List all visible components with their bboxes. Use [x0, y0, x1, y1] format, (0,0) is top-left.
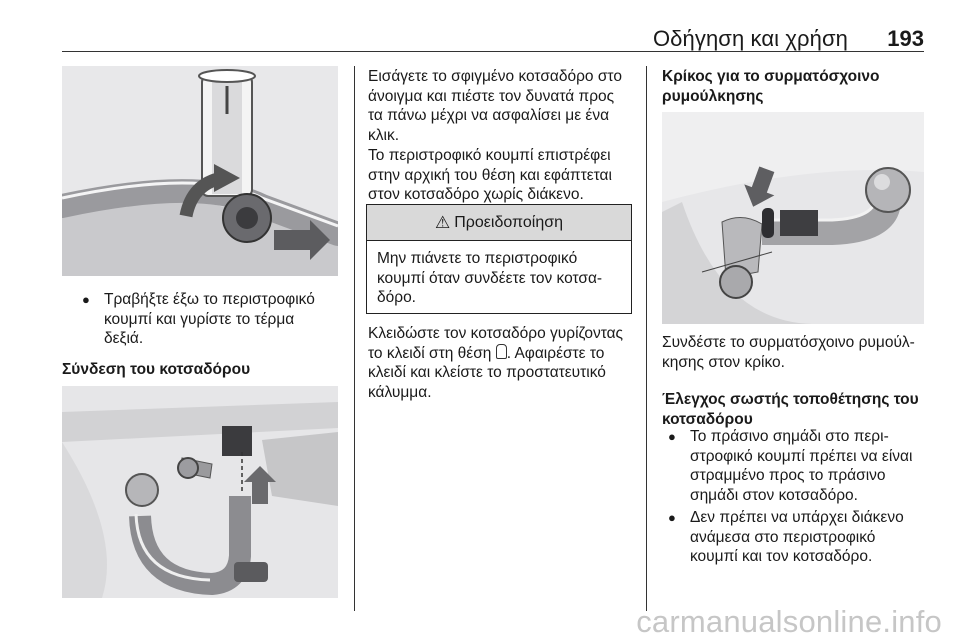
bullet-icon: ● — [82, 292, 90, 307]
warning-header — [367, 205, 631, 241]
page-number: 193 — [887, 26, 924, 51]
key-position-icon — [496, 344, 507, 359]
illustration-insert-towbar — [62, 386, 338, 598]
section-heading: Κρίκος για το συρματόσχοινο ρυμούλκησης — [662, 68, 880, 105]
paragraph-part: Κλειδώστε τον κοτσαδόρο γυρίζοντας το κλειδί στη θέση — [368, 325, 624, 362]
column-divider — [354, 66, 355, 611]
bullet-icon: ● — [668, 429, 676, 444]
warning-text: Μην πιάνετε το περιστροφικό κουμπί όταν συνδέετε τον κοτσα- δόρο. — [377, 250, 603, 306]
section-heading: Έλεγχος σωστής τοποθέτησης του κοτσαδόρου — [662, 391, 919, 428]
bullet-text: Δεν πρέπει να υπάρχει διάκενο ανάμεσα στο περιστροφικό κουμπί και τον κοτσαδόρο. — [690, 509, 904, 565]
paragraph: Εισάγετε το σφιγμένο κοτσαδόρο στο άνοιγμα και πιέστε τον δυνατά προς τα πάνω μέχρι να ασφαλίσει με ένα κλικ. — [368, 68, 622, 144]
watermark: carmanualsonline.info — [636, 604, 942, 639]
section-heading: Σύνδεση του κοτσαδόρου — [62, 361, 251, 378]
warning-title: Προειδοποίηση — [454, 213, 563, 231]
bullet-text: Το πράσινο σημάδι στο περι- στροφικό κουμπί πρέπει να είναι στραμμένο προς το πράσινο σημάδι στον κοτσαδόρο. — [690, 428, 913, 504]
warning-icon: ⚠ — [434, 212, 451, 232]
illustration-knob-pull — [62, 66, 338, 276]
section-title: Οδήγηση και χρήση — [652, 26, 848, 51]
paragraph: Συνδέστε το συρματόσχοινο ρυμούλ- κησης στον κρίκο. — [662, 334, 915, 371]
header-rule — [62, 51, 924, 52]
warning-box — [366, 204, 632, 314]
paragraph: Το περιστροφικό κουμπί επιστρέφει στην αρχική του θέση και εφάπτεται στον κοτσαδόρο χωρίς διάκενο. — [368, 147, 612, 203]
bullet-text: Τραβήξτε έξω το περιστροφικό κουμπί και γυρίστε το τέρμα δεξιά. — [104, 291, 315, 347]
illustration-towing-eye — [662, 112, 924, 324]
paragraph-part: . Αφαιρέστε το κλειδί και κλείστε το προστατευτικό κάλυμμα. — [368, 344, 606, 401]
bullet-icon: ● — [668, 510, 676, 525]
paragraph — [368, 324, 640, 402]
page-header — [0, 0, 960, 52]
column-divider — [646, 66, 647, 611]
